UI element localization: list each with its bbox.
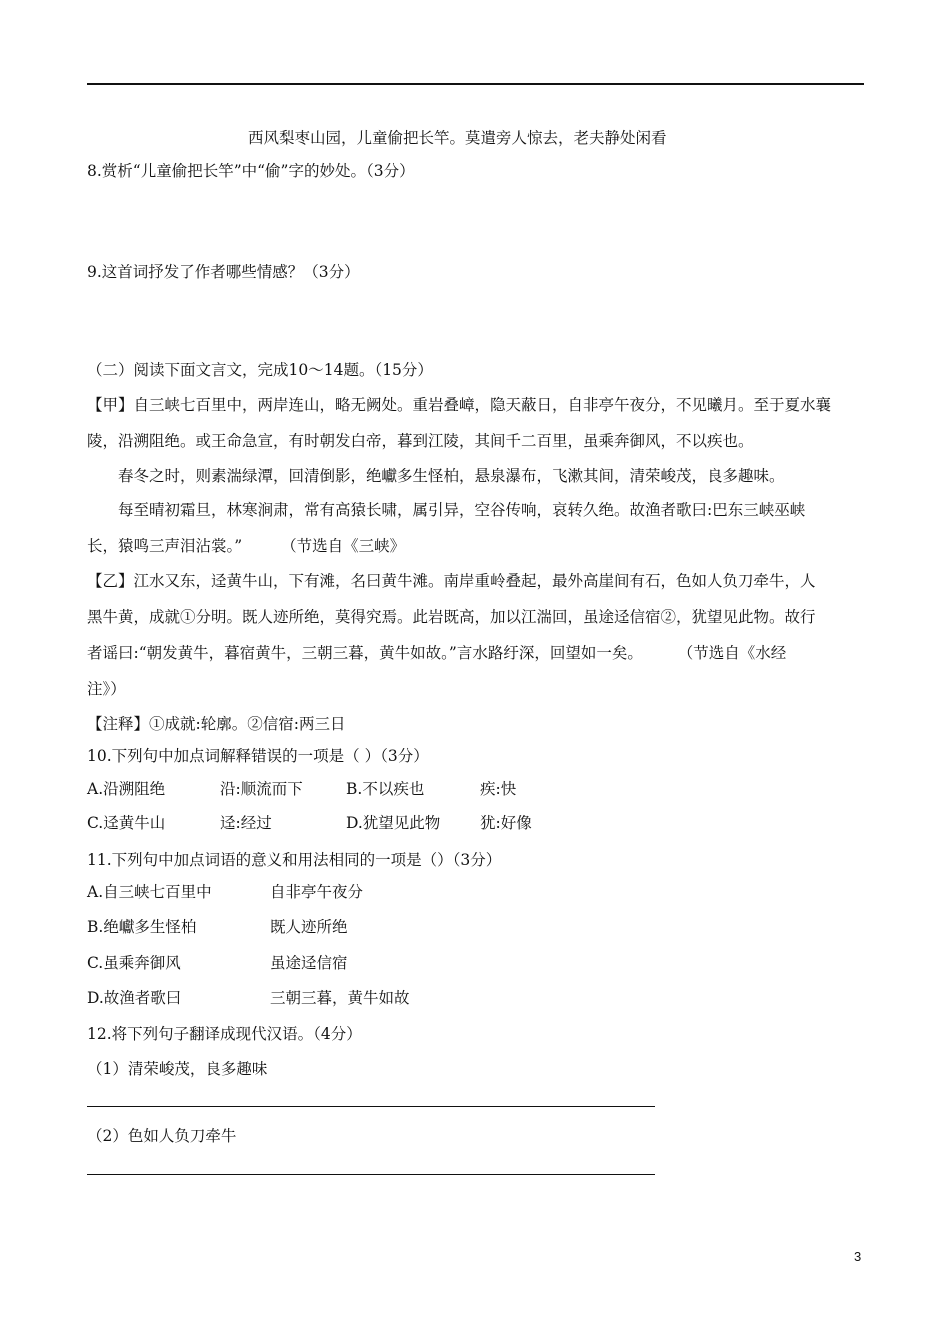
- yi-source: （节选自《水经: [677, 644, 787, 662]
- q11-option-c: C.虽乘奔御风: [87, 954, 181, 972]
- question-10-stem: 10.下列句中加点词解释错误的一项是（ ）（3分）: [87, 747, 429, 765]
- question-11-stem: 11.下列句中加点词语的意义和用法相同的一项是（）（3分）: [87, 851, 502, 869]
- q12-item-1: （1）清荣峻茂，良多趣味: [87, 1060, 268, 1078]
- section-2-intro: （二）阅读下面文言文，完成10～14题。（15分）: [87, 361, 433, 379]
- question-8: 8.赏析“儿童偷把长竿”中“偷”字的妙处。（3分）: [87, 162, 415, 180]
- q11-option-d-pair: 三朝三暮，黄牛如故: [270, 989, 410, 1007]
- yi-line1: 【乙】江水又东，迳黄牛山，下有滩，名曰黄牛滩。南岸重岭叠起，最外高崖间有石，色如人负刀牵牛，人: [87, 572, 816, 590]
- q11-option-b-pair: 既人迹所绝: [270, 918, 348, 936]
- answer-line-2[interactable]: [87, 1174, 655, 1175]
- jia-p1-line1: 【甲】自三峡七百里中，两岸连山，略无阙处。重岩叠嶂，隐天蔽日，自非亭午夜分，不见曦月。至于夏水襄: [87, 396, 832, 414]
- jia-source: （节选自《三峡》: [281, 537, 406, 555]
- answer-line-1[interactable]: [87, 1106, 655, 1107]
- q10-option-b-gloss: 疾:快: [480, 780, 517, 798]
- yi-line2: 黑牛黄，成就①分明。既人迹所绝，莫得究焉。此岩既高，加以江湍回，虽途迳信宿②，犹望见此物。故行: [87, 608, 816, 626]
- jia-p3-line2: [87, 536, 405, 556]
- page-number: 3: [854, 1249, 862, 1264]
- poem-line: 西风梨枣山园，儿童偷把长竿。莫遣旁人惊去，老夫静处闲看: [248, 129, 667, 147]
- question-12-stem: 12.将下列句子翻译成现代汉语。（4分）: [87, 1025, 362, 1043]
- yi-line3-text: 者谣曰:“朝发黄牛，暮宿黄牛，三朝三暮，黄牛如故。”言水路纡深，回望如一矣。: [87, 644, 643, 662]
- q10-option-c: C.迳黄牛山: [87, 814, 166, 832]
- q11-option-c-pair: 虽途迳信宿: [270, 954, 348, 972]
- jia-p3-line2-text: 长，猿鸣三声泪沾裳。”: [87, 537, 243, 555]
- q11-option-d: D.故渔者歌曰: [87, 989, 182, 1007]
- jia-p2: 春冬之时，则素湍绿潭，回清倒影，绝巘多生怪柏，悬泉瀑布，飞漱其间，清荣峻茂，良多趣味。: [118, 467, 785, 485]
- header-rule: [87, 83, 864, 85]
- q10-option-b: B.不以疾也: [346, 780, 425, 798]
- q10-option-d: D.犹望见此物: [346, 814, 441, 832]
- q11-option-a-pair: 自非亭午夜分: [270, 883, 364, 901]
- q10-option-c-gloss: 迳:经过: [220, 814, 272, 832]
- q10-option-a-gloss: 沿:顺流而下: [220, 780, 303, 798]
- q12-item-2: （2）色如人负刀牵牛: [87, 1127, 237, 1145]
- q10-option-d-gloss: 犹:好像: [480, 814, 532, 832]
- q11-option-a: A.自三峡七百里中: [87, 883, 212, 901]
- jia-p1-line2: 陵，沿溯阻绝。或王命急宣，有时朝发白帝，暮到江陵，其间千二百里，虽乘奔御风，不以疾也。: [87, 432, 754, 450]
- yi-line4: 注》）: [87, 680, 126, 698]
- jia-p3-line1: 每至晴初霜旦，林寒涧肃，常有高猿长啸，属引异，空谷传响，哀转久绝。故渔者歌曰:巴东三峡巫峡: [118, 501, 806, 519]
- question-9: 9.这首词抒发了作者哪些情感？（3分）: [87, 263, 360, 281]
- notes: 【注释】①成就:轮廓。②信宿:两三日: [87, 715, 346, 733]
- q11-option-b: B.绝巘多生怪柏: [87, 918, 197, 936]
- q10-option-a: A.沿溯阻绝: [87, 780, 166, 798]
- yi-line3: [87, 643, 786, 663]
